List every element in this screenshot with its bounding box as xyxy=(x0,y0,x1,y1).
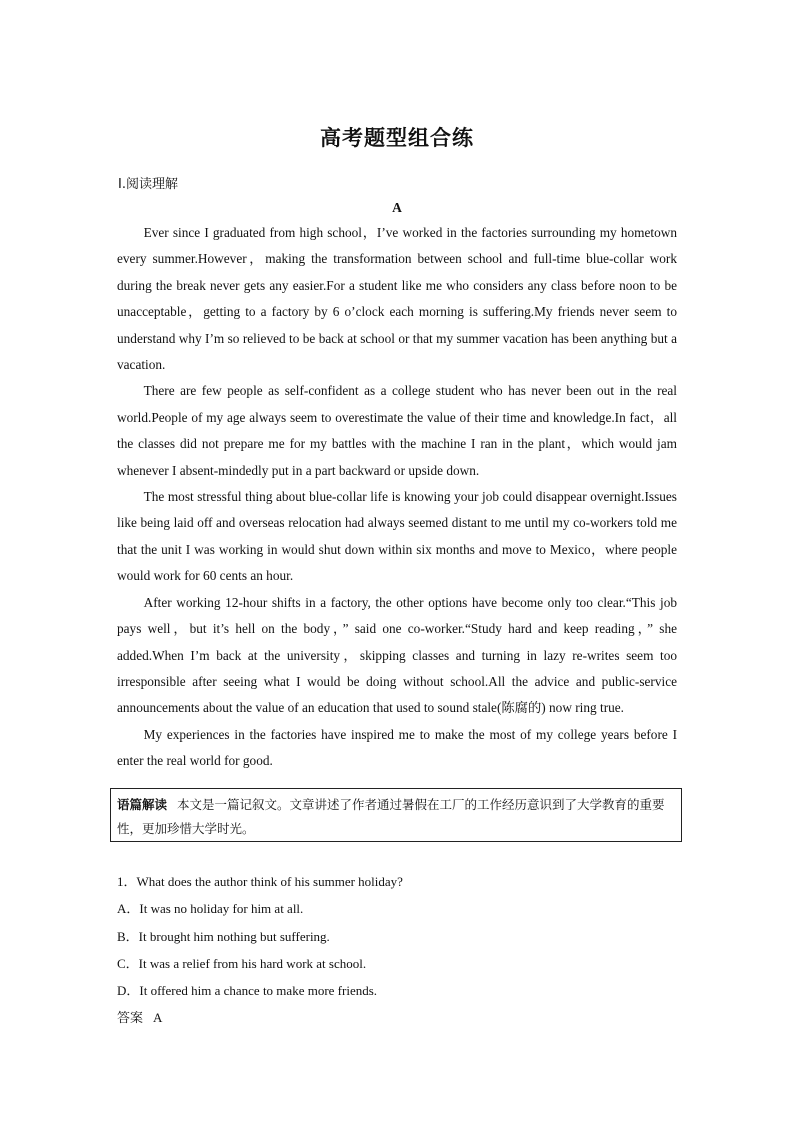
section-heading: Ⅰ.阅读理解 xyxy=(118,177,178,192)
reading-passage xyxy=(117,220,677,775)
passage-label: A xyxy=(392,200,402,215)
option-d: D．It offered him a chance to make more friends. xyxy=(117,983,378,999)
answer-label: 答案 xyxy=(117,1011,144,1027)
summary-box xyxy=(110,788,682,842)
answer-line xyxy=(117,1004,677,1032)
question-stem: 1．What does the author think of his summer holiday? xyxy=(117,874,403,889)
option-c: C．It was a relief from his hard work at school. xyxy=(117,955,367,971)
option-a: A．It was no holiday for him at all. xyxy=(117,901,304,917)
passage-paragraph-1: Ever since I graduated from high school，I’ve worked in the factories surrounding my hometown every summer.However，making the transformation between school and full-time blue-collar work during the break never gets any easier.For a student like me who considers any class before noon to be unacceptable，getting to a factory by 6 o’clock each morning is suffering.My friends never seem to understand why I’m so relieved to be back at school or that my summer vacation has been anything but a vacation. xyxy=(117,225,677,373)
passage-paragraph-2: There are few people as self-confident as a college student who has never been out in the real world.People of my age always seem to overestimate the value of their time and knowledge.In fact，all the classes did not prepare me for my battles with the machine I ran in the plant，which would jam whenever I absent-mindedly put in a part backward or upside down. xyxy=(117,383,677,478)
passage-paragraph-3: The most stressful thing about blue-collar life is knowing your job could disappear overnight.Issues like being laid off and overseas relocation had always seemed distant to me until my co-workers told me that the unit I was working in would shut down within six months and move to Mexico，where people would work for 60 cents an hour. xyxy=(117,489,677,584)
passage-paragraph-5: My experiences in the factories have inspired me to make the most of my college years before I enter the real world for good. xyxy=(117,726,677,769)
passage-paragraph-4: After working 12-hour shifts in a factory, the other options have become only too clear.“This job pays well，but it’s hell on the body，” said one co-worker.“Study hard and keep reading，” she added.When I’m back at the university，skipping classes and turning in lazy re-writes seem too irresponsible after seeing what I would be doing without school.All the advice and public-service announcements about the value of an education that used to sound stale(陈腐的) now ring true. xyxy=(117,594,677,716)
summary-text: 本文是一篇记叙文。文章讲述了作者通过暑假在工厂的工作经历意识到了大学教育的重要性，更加珍惜大学时光。 xyxy=(117,797,665,836)
option-b: B．It brought him nothing but suffering. xyxy=(117,928,330,944)
summary-label: 语篇解读 xyxy=(117,797,168,812)
page-title: 高考题型组合练 xyxy=(320,126,474,150)
question-block xyxy=(117,868,677,1033)
answer-value: A xyxy=(153,1010,163,1026)
